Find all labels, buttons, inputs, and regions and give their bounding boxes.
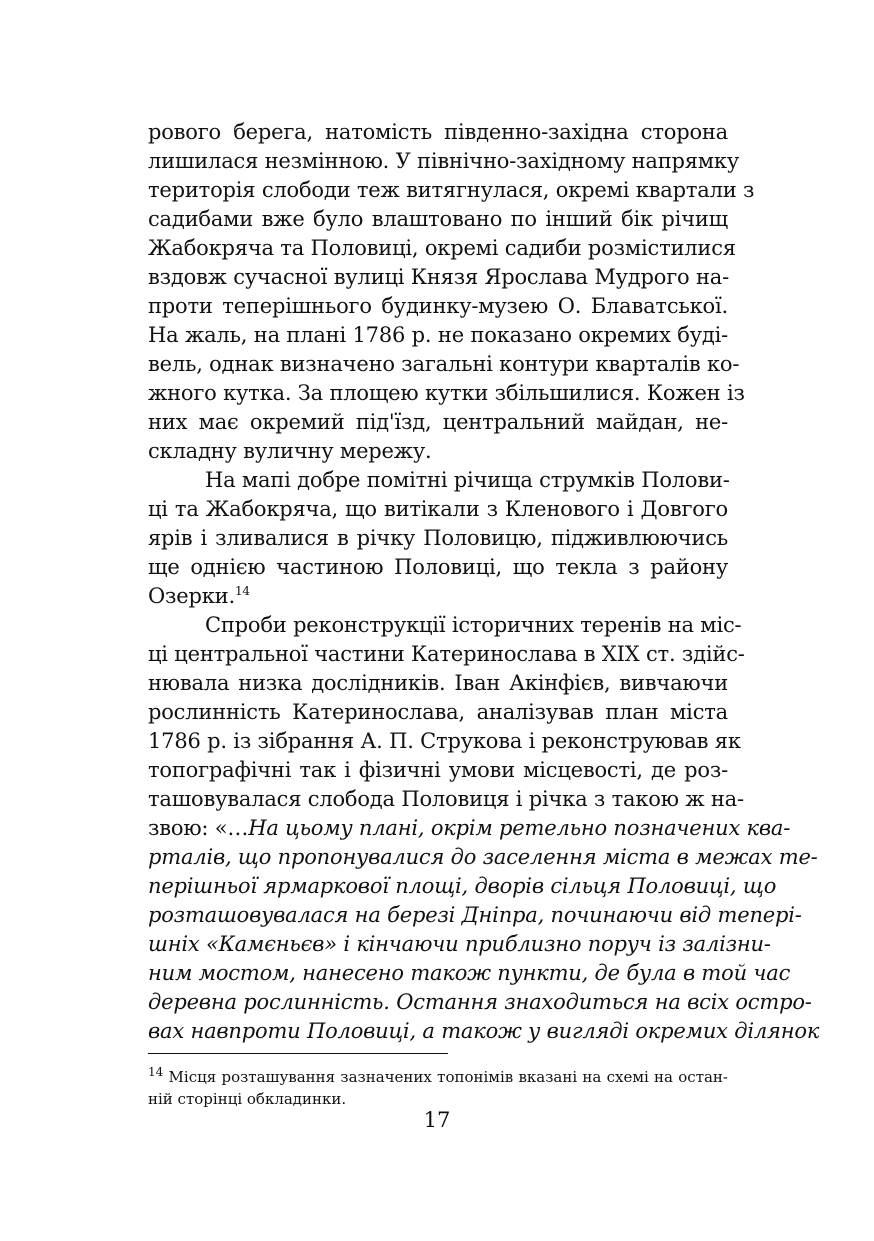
footnote-reference: 14 <box>234 584 250 598</box>
quote-opening: звою: «… <box>148 816 249 840</box>
text-line: проти теперішнього будинку-музею О. Блаватської. <box>148 294 728 318</box>
text-line: рового берега, натомість південно-західна сторона <box>148 120 728 144</box>
text-line: топографічні так і фізичні умови місцевості, де роз- <box>148 758 728 782</box>
quote-line: деревна рослинність. Остання знаходиться на всіх остро- <box>148 990 812 1014</box>
text-line: 1786 р. із зібрання А. П. Струкова і реконструював як <box>148 729 741 753</box>
footnote-number: 14 <box>148 1065 164 1079</box>
footnote-separator <box>148 1053 448 1054</box>
paragraph-1 <box>148 118 755 466</box>
footnote-line <box>148 1066 728 1088</box>
text-line: них має окремий під'їзд, центральний майдан, не- <box>148 410 728 434</box>
text-line: садибами вже було влаштовано по інший бік річищ <box>148 207 728 231</box>
footnote-text: Місця розташування зазначених топонімів вказані на схемі на остан- <box>163 1068 728 1086</box>
quote-line: перішньої ярмаркової площі, дворів сільця Половиці, що <box>148 874 777 898</box>
quote-line: ним мостом, нанесено також пункти, де була в той час <box>148 961 791 985</box>
quote-line: рталів, що пропонувалися до заселення міста в межах те- <box>148 845 818 869</box>
paragraph-2 <box>148 466 728 611</box>
text-line: ці центральної частини Катеринослава в ХІХ ст. здійс- <box>148 642 745 666</box>
text-line: На мапі добре помітні річища струмків Полови- <box>205 468 730 492</box>
quote-text: На цьому плані, окрім ретельно позначених ква- <box>248 816 791 840</box>
footnote-line: ній сторінці обкладинки. <box>148 1090 347 1108</box>
text-line: ташовувалася слобода Половиця і річка з такою ж на- <box>148 787 744 811</box>
quote-line: розташовувалася на березі Дніпра, починаючи від тепері- <box>148 903 802 927</box>
text-line: Жабокряча та Половиці, окремі садиби розмістилися <box>148 236 736 260</box>
text-line: ярів і зливалися в річку Половицю, підживлюючись <box>148 526 728 550</box>
text-line <box>148 814 791 843</box>
text-line: жного кутка. За площею кутки збільшилися. Кожен із <box>148 381 745 405</box>
text-line: ці та Жабокряча, що витікали з Кленового і Довгого <box>148 497 728 521</box>
page-number: 17 <box>423 1108 451 1132</box>
text-line: вель, однак визначено загальні контури кварталів ко- <box>148 352 740 376</box>
text-line: складну вуличну мережу. <box>148 439 432 463</box>
text-line: територія слободи теж витягнулася, окремі квартали з <box>148 178 755 202</box>
text-line: вздовж сучасної вулиці Князя Ярослава Мудрого на- <box>148 265 729 289</box>
text-line: рослинність Катеринослава, аналізував план міста <box>148 700 728 724</box>
text-line: лишилася незмінною. У північно-західному напрямку <box>148 149 740 173</box>
text-line: нювала низка дослідників. Іван Акінфієв, вивчаючи <box>148 671 728 695</box>
text-line: На жаль, на плані 1786 р. не показано окремих буді- <box>148 323 728 347</box>
quote-line: шніх «Камєньєв» і кінчаючи приблизно поруч із залізни- <box>148 932 771 956</box>
footnote <box>148 1066 728 1110</box>
text-line: Спроби реконструкції історичних теренів на міс- <box>205 613 742 637</box>
quote-line: вах навпроти Половиці, а також у вигляді окремих ділянок <box>148 1019 820 1043</box>
text-fragment: Озерки. <box>148 584 235 608</box>
text-line <box>148 582 728 611</box>
paragraph-3 <box>148 611 820 1046</box>
text-line: ще однією частиною Половиці, що текла з району <box>148 555 728 579</box>
